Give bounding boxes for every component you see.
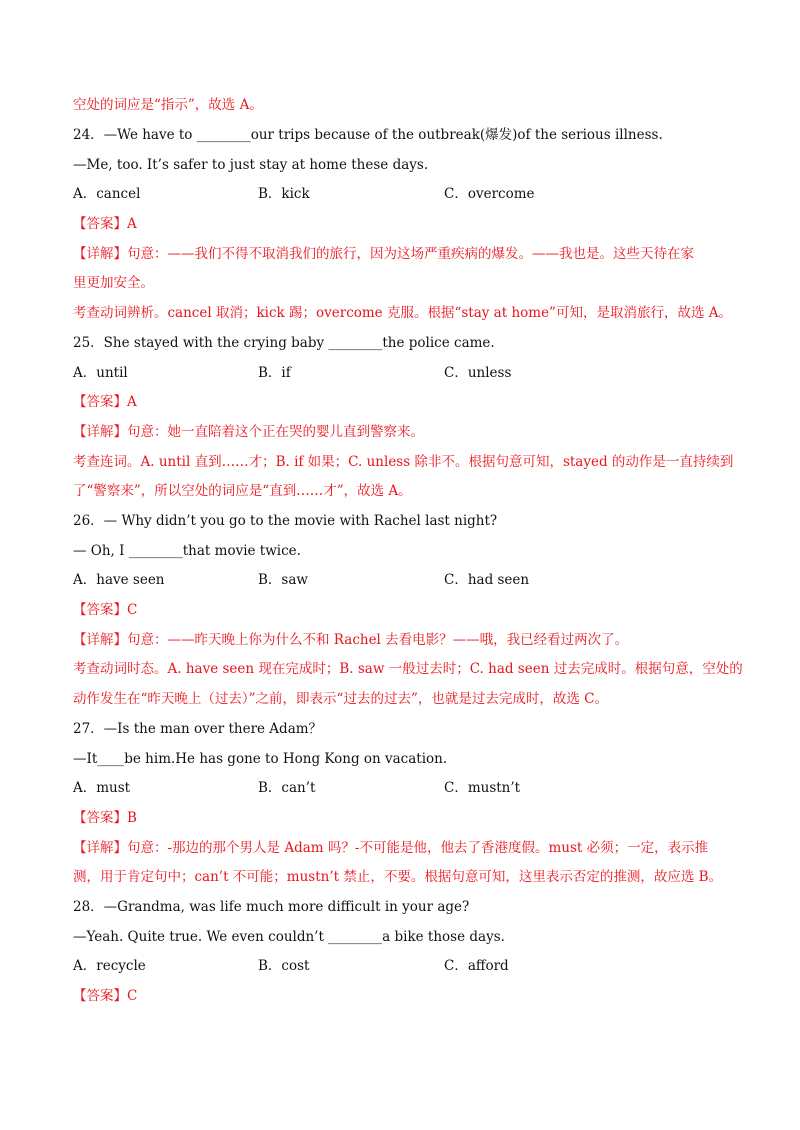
question-24-detail-line-1: 【详解】句意：——我们不得不取消我们的旅行，因为这场严重疾病的爆发。——我也是。这些天待在家 <box>73 246 694 262</box>
question-24-stem-reply: —Me, too. It’s safer to just stay at home these days. <box>73 157 429 173</box>
question-26-detail-line-3: 动作发生在“昨天晚上（过去）”之前，即表示“过去的过去”，也就是过去完成时，故选 C。 <box>73 691 608 707</box>
question-26-stem: 26．— Why didn’t you go to the movie with Rachel last night? <box>73 513 498 529</box>
question-25-stem: 25．She stayed with the crying baby ________the police came. <box>73 335 495 351</box>
option-a: A．until <box>73 365 128 381</box>
option-c: C．unless <box>444 365 512 381</box>
question-27-detail-line-1: 【详解】句意：-那边的那个男人是 Adam 吗？-不可能是他，他去了香港度假。must 必须；一定，表示推 <box>73 840 709 856</box>
option-c: C．overcome <box>444 186 535 202</box>
option-c: C．had seen <box>444 572 530 588</box>
question-25-detail-line-1: 【详解】句意：她一直陪着这个正在哭的婴儿直到警察来。 <box>73 424 424 440</box>
question-26-detail-line-2: 考查动词时态。A. have seen 现在完成时；B. saw 一般过去时；C. had seen 过去完成时。根据句意，空处的 <box>73 661 743 677</box>
question-25-detail-line-3: 了“警察来”，所以空处的词应是“直到……才”，故选 A。 <box>73 483 412 499</box>
question-25-detail-line-2: 考查连词。A. until 直到……才；B. if 如果；C. unless 除非不。根据句意可知，stayed 的动作是一直持续到 <box>73 454 734 470</box>
question-27-stem-reply: —It____be him.He has gone to Hong Kong on vacation. <box>73 751 448 767</box>
option-b: B．can’t <box>258 780 316 796</box>
option-a: A．recycle <box>73 958 146 974</box>
option-c: C．afford <box>444 958 509 974</box>
prev-explanation-tail: 空处的词应是“指示”，故选 A。 <box>73 97 263 113</box>
option-a: A．must <box>73 780 131 796</box>
question-26-detail-line-1: 【详解】句意：——昨天晚上你为什么不和 Rachel 去看电影？——哦，我已经看过两次了。 <box>73 632 629 648</box>
option-a: A．have seen <box>73 572 165 588</box>
option-b: B．saw <box>258 572 308 588</box>
question-26-answer: 【答案】C <box>73 602 138 618</box>
option-c: C．mustn’t <box>444 780 521 796</box>
question-24-stem: 24．—We have to ________our trips because of the outbreak(爆发)of the serious illness. <box>73 127 663 143</box>
question-27-stem: 27．—Is the man over there Adam？ <box>73 721 323 737</box>
question-24-answer: 【答案】A <box>73 216 137 232</box>
question-27-detail-line-2: 测，用于肯定句中；can’t 不可能；mustn’t 禁止，不要。根据句意可知，这里表示否定的推测，故应选 B。 <box>73 869 723 885</box>
question-28-stem: 28．—Grandma, was life much more difficult in your age? <box>73 899 470 915</box>
question-28-answer: 【答案】C <box>73 988 138 1004</box>
question-28-stem-reply: —Yeah. Quite true. We even couldn’t ________a bike those days. <box>73 929 505 945</box>
question-27-answer: 【答案】B <box>73 810 137 826</box>
option-a: A．cancel <box>73 186 141 202</box>
option-b: B．if <box>258 365 291 381</box>
option-b: B．cost <box>258 958 310 974</box>
question-26-stem-reply: — Oh, I ________that movie twice. <box>73 543 301 559</box>
question-24-detail-line-3: 考查动词辨析。cancel 取消；kick 踢；overcome 克服。根据“stay at home”可知，是取消旅行，故选 A。 <box>73 305 733 321</box>
question-24-detail-line-2: 里更加安全。 <box>73 275 154 291</box>
option-b: B．kick <box>258 186 310 202</box>
question-25-answer: 【答案】A <box>73 394 137 410</box>
